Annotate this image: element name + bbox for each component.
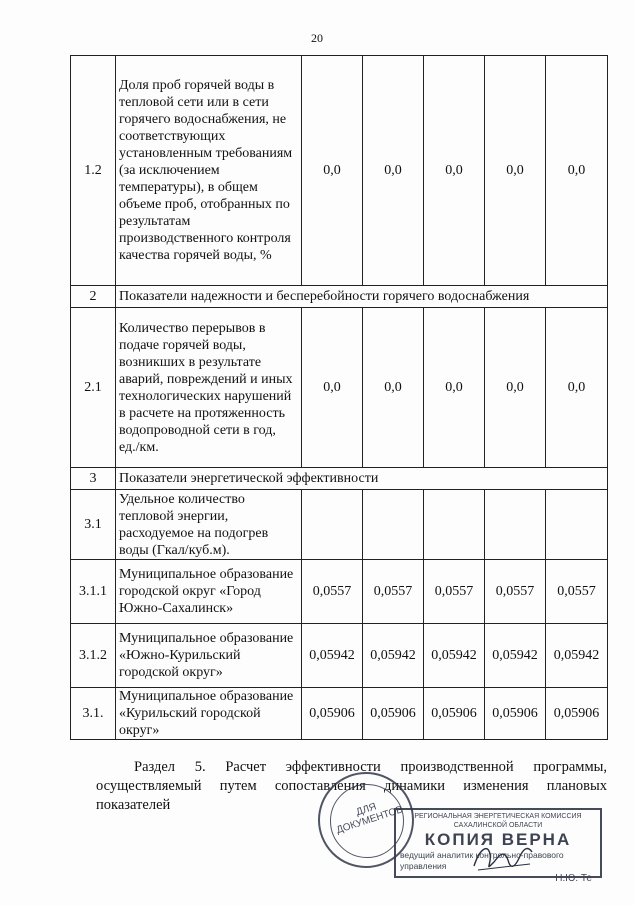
stamp-org: РЕГИОНАЛЬНАЯ ЭНЕРГЕТИЧЕСКАЯ КОМИССИЯ САХАЛИНСКОЙ ОБЛАСТИ bbox=[414, 813, 582, 829]
value-cell: 0,0 bbox=[302, 56, 363, 286]
value-cell: 0,05942 bbox=[546, 624, 608, 688]
section-title: Показатели надежности и бесперебойности горячего водоснабжения bbox=[116, 286, 608, 308]
value-cell: 0,0 bbox=[485, 56, 546, 286]
value-cell: 0,0 bbox=[546, 56, 608, 286]
section-row bbox=[71, 286, 608, 308]
value-cell: 0,0557 bbox=[546, 560, 608, 624]
indicator-name: Муниципальное образование «Южно-Курильский городской округ» bbox=[116, 624, 302, 688]
row-number: 1.2 bbox=[71, 56, 116, 286]
value-cell: 0,05906 bbox=[424, 688, 485, 740]
stamp-title: КОПИЯ ВЕРНА bbox=[424, 830, 572, 849]
stamp-position: ведущий аналитик контрольно-правового управления bbox=[400, 850, 564, 871]
row-number: 2.1 bbox=[71, 308, 116, 468]
section-5-paragraph: Раздел 5. Расчет эффективности производственной программы, осуществляемый путем сопоставления динамики изменения плановых показателей bbox=[96, 759, 607, 813]
value-cell: 0,0557 bbox=[302, 560, 363, 624]
indicators-table bbox=[70, 55, 608, 740]
value-cell bbox=[485, 490, 546, 560]
round-seal-text: ДЛЯ ДОКУМЕНТОВ bbox=[335, 801, 405, 837]
table-row bbox=[71, 688, 608, 740]
value-cell: 0,0 bbox=[424, 308, 485, 468]
value-cell: 0,0 bbox=[302, 308, 363, 468]
value-cell bbox=[546, 490, 608, 560]
page-number: 20 bbox=[311, 31, 323, 45]
value-cell: 0,05906 bbox=[546, 688, 608, 740]
value-cell bbox=[363, 490, 424, 560]
value-cell: 0,0557 bbox=[485, 560, 546, 624]
row-number: 3.1. bbox=[71, 688, 116, 740]
indicator-name: Муниципальное образование «Курильский городской округ» bbox=[116, 688, 302, 740]
value-cell: 0,0 bbox=[424, 56, 485, 286]
section-title: Показатели энергетической эффективности bbox=[116, 468, 608, 490]
value-cell: 0,05906 bbox=[302, 688, 363, 740]
table-row bbox=[71, 56, 608, 286]
row-number: 3.1 bbox=[71, 490, 116, 560]
table-row bbox=[71, 308, 608, 468]
signature bbox=[470, 840, 540, 876]
value-cell: 0,05906 bbox=[485, 688, 546, 740]
stamp-person: Н.Ю. Те bbox=[555, 873, 592, 884]
table-row bbox=[71, 624, 608, 688]
value-cell: 0,0 bbox=[363, 308, 424, 468]
row-number: 3 bbox=[71, 468, 116, 490]
row-number: 2 bbox=[71, 286, 116, 308]
value-cell: 0,0 bbox=[485, 308, 546, 468]
indicator-name: Удельное количество тепловой энергии, расходуемое на подогрев воды (Гкал/куб.м). bbox=[116, 490, 302, 560]
value-cell: 0,0 bbox=[546, 308, 608, 468]
value-cell: 0,0557 bbox=[363, 560, 424, 624]
value-cell: 0,05942 bbox=[485, 624, 546, 688]
section-row bbox=[71, 468, 608, 490]
indicator-name: Доля проб горячей воды в тепловой сети или в сети горячего водоснабжения, не соответствующих установленным требованиям (за исключением температуры), в общем объеме проб, отобранных по результатам производственного контроля качества горячей воды, % bbox=[116, 56, 302, 286]
value-cell: 0,0557 bbox=[424, 560, 485, 624]
indicator-name: Муниципальное образование городской округ «Город Южно-Сахалинск» bbox=[116, 560, 302, 624]
row-number: 3.1.2 bbox=[71, 624, 116, 688]
table-row bbox=[71, 490, 608, 560]
indicator-name: Количество перерывов в подаче горячей воды, возникших в результате аварий, повреждений и иных технологических нарушений в расчете на протяженность водопроводной сети в год, ед./км. bbox=[116, 308, 302, 468]
value-cell: 0,05906 bbox=[363, 688, 424, 740]
value-cell: 0,05942 bbox=[302, 624, 363, 688]
table-row bbox=[71, 560, 608, 624]
value-cell: 0,05942 bbox=[424, 624, 485, 688]
value-cell: 0,0 bbox=[363, 56, 424, 286]
row-number: 3.1.1 bbox=[71, 560, 116, 624]
value-cell bbox=[424, 490, 485, 560]
value-cell: 0,05942 bbox=[363, 624, 424, 688]
value-cell bbox=[302, 490, 363, 560]
